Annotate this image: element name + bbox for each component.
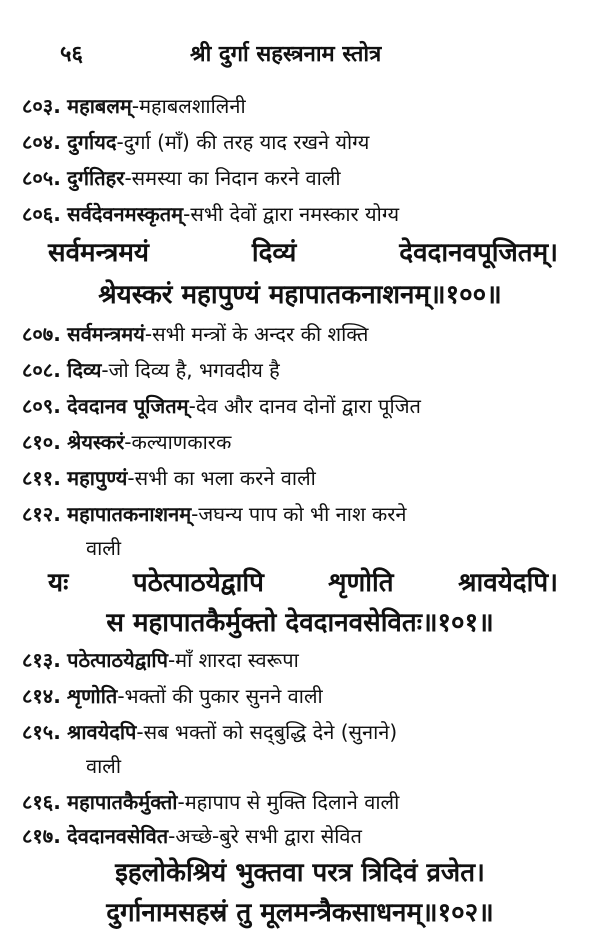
entry-term: सर्वमन्त्रमयं [67, 322, 145, 346]
verse-word: पठेत्पाठयेद्वापि [132, 568, 264, 598]
verse-100-line-2: श्रेयस्करं महापुण्यं महापातकनाशनम्॥१००॥ [98, 280, 502, 310]
entry-meaning: -कल्याणकारक [124, 430, 232, 454]
entry-803 [22, 92, 580, 120]
entry-number: ८११. [22, 466, 61, 490]
entry-term: महाबलम् [67, 94, 132, 118]
entry-814 [22, 682, 580, 710]
entry-term: पठेत्पाठयेद्वापि [67, 648, 168, 672]
entry-number: ८०८. [22, 358, 61, 382]
verse-101-line-2: स महापातकैर्मुक्तो देवदानवसेवितः॥१०१॥ [106, 608, 494, 638]
entry-meaning: -दुर्गा (माँ) की तरह याद रखने योग्य [116, 130, 370, 154]
entry-term: दुर्गायद [67, 130, 117, 154]
entry-809 [22, 392, 580, 420]
entry-815 [22, 718, 580, 746]
entry-meaning: -महाबलशालिनी [131, 94, 246, 118]
entry-number: ८१५. [22, 720, 61, 744]
entry-meaning: -सभी देवों द्वारा नमस्कार योग्य [183, 202, 400, 226]
entry-number: ८०६. [22, 202, 61, 226]
entry-meaning: -माँ शारदा स्वरूपा [167, 648, 299, 672]
entry-number: ८०५. [22, 166, 61, 190]
entry-number: ८०३. [22, 94, 61, 118]
entry-term: महापातकनाशनम् [67, 502, 192, 526]
entry-meaning: -समस्या का निदान करने वाली [124, 166, 341, 190]
entry-term: देवदानव पूजितम् [67, 394, 189, 418]
entry-term: शृणोति [67, 684, 118, 708]
entry-810 [22, 428, 580, 456]
entry-807 [22, 320, 580, 348]
entry-meaning: -सभी मन्त्रों के अन्दर की शक्ति [144, 322, 369, 346]
entry-number: ८१३. [22, 648, 61, 672]
entry-806 [22, 200, 580, 228]
entry-term: महापातकैर्मुक्तो [67, 790, 178, 814]
entry-815-continuation: वाली [86, 754, 122, 778]
entry-meaning: -सभी का भला करने वाली [127, 466, 316, 490]
entry-number: ८१४. [22, 684, 61, 708]
entry-term: महापुण्यं [67, 466, 128, 490]
page-title: श्री दुर्गा सहस्त्रनाम स्तोत्र [190, 42, 382, 67]
verse-word: श्रावयेदपि। [458, 568, 558, 598]
verse-102-line-2: दुर्गानामसहस्रं तु मूलमन्त्रैकसाधनम्॥१०२॥ [106, 898, 494, 928]
entry-meaning: -जो दिव्य है, भगवदीय है [101, 358, 280, 382]
entry-805 [22, 164, 580, 192]
entry-811 [22, 464, 580, 492]
page-number: ५६ [60, 42, 83, 67]
entry-804 [22, 128, 580, 156]
verse-word: सर्वमन्त्रमयं [48, 238, 150, 268]
verse-word: देवदानवपूजितम्। [399, 238, 558, 268]
entry-number: ८०४. [22, 130, 61, 154]
entry-816 [22, 788, 580, 816]
entry-term: दुर्गतिहर [67, 166, 125, 190]
entry-term: श्रावयेदपि [67, 720, 137, 744]
entry-number: ८१६. [22, 790, 61, 814]
entry-812 [22, 500, 580, 528]
entry-meaning: -अच्छे-बुरे सभी द्वारा सेवित [168, 824, 362, 848]
verse-101-line-1 [48, 566, 558, 600]
entry-number: ८०७. [22, 322, 61, 346]
entry-number: ८१७. [22, 824, 61, 848]
page-header [60, 38, 560, 78]
entry-number: ८१०. [22, 430, 61, 454]
entry-meaning: -देव और दानव दोनों द्वारा पूजित [188, 394, 421, 418]
verse-102-line-1: इहलोकेश्रियं भुक्तवा परत्र त्रिदिवं व्रजेत। [115, 858, 485, 888]
entry-meaning: -महापाप से मुक्ति दिलाने वाली [177, 790, 400, 814]
entry-term: सर्वदेवनमस्कृतम् [67, 202, 184, 226]
entry-number: ८०९. [22, 394, 61, 418]
verse-100-line-1 [48, 236, 558, 270]
verse-word: यः [48, 568, 69, 598]
entry-812-continuation: वाली [86, 536, 122, 560]
verse-word: दिव्यं [251, 238, 297, 268]
entry-meaning: -भक्तों की पुकार सुनने वाली [117, 684, 323, 708]
entry-813 [22, 646, 580, 674]
entry-808 [22, 356, 580, 384]
entry-meaning: -सब भक्तों को सद्‌बुद्धि देने (सुनाने) [136, 720, 398, 744]
entry-term: दिव्य [67, 358, 102, 382]
entry-817 [22, 822, 580, 850]
entry-term: श्रेयस्करं [67, 430, 125, 454]
entry-number: ८१२. [22, 502, 61, 526]
verse-word: शृणोति [328, 568, 394, 598]
entry-meaning: -जघन्य पाप को भी नाश करने [191, 502, 407, 526]
entry-term: देवदानवसेवित [67, 824, 169, 848]
